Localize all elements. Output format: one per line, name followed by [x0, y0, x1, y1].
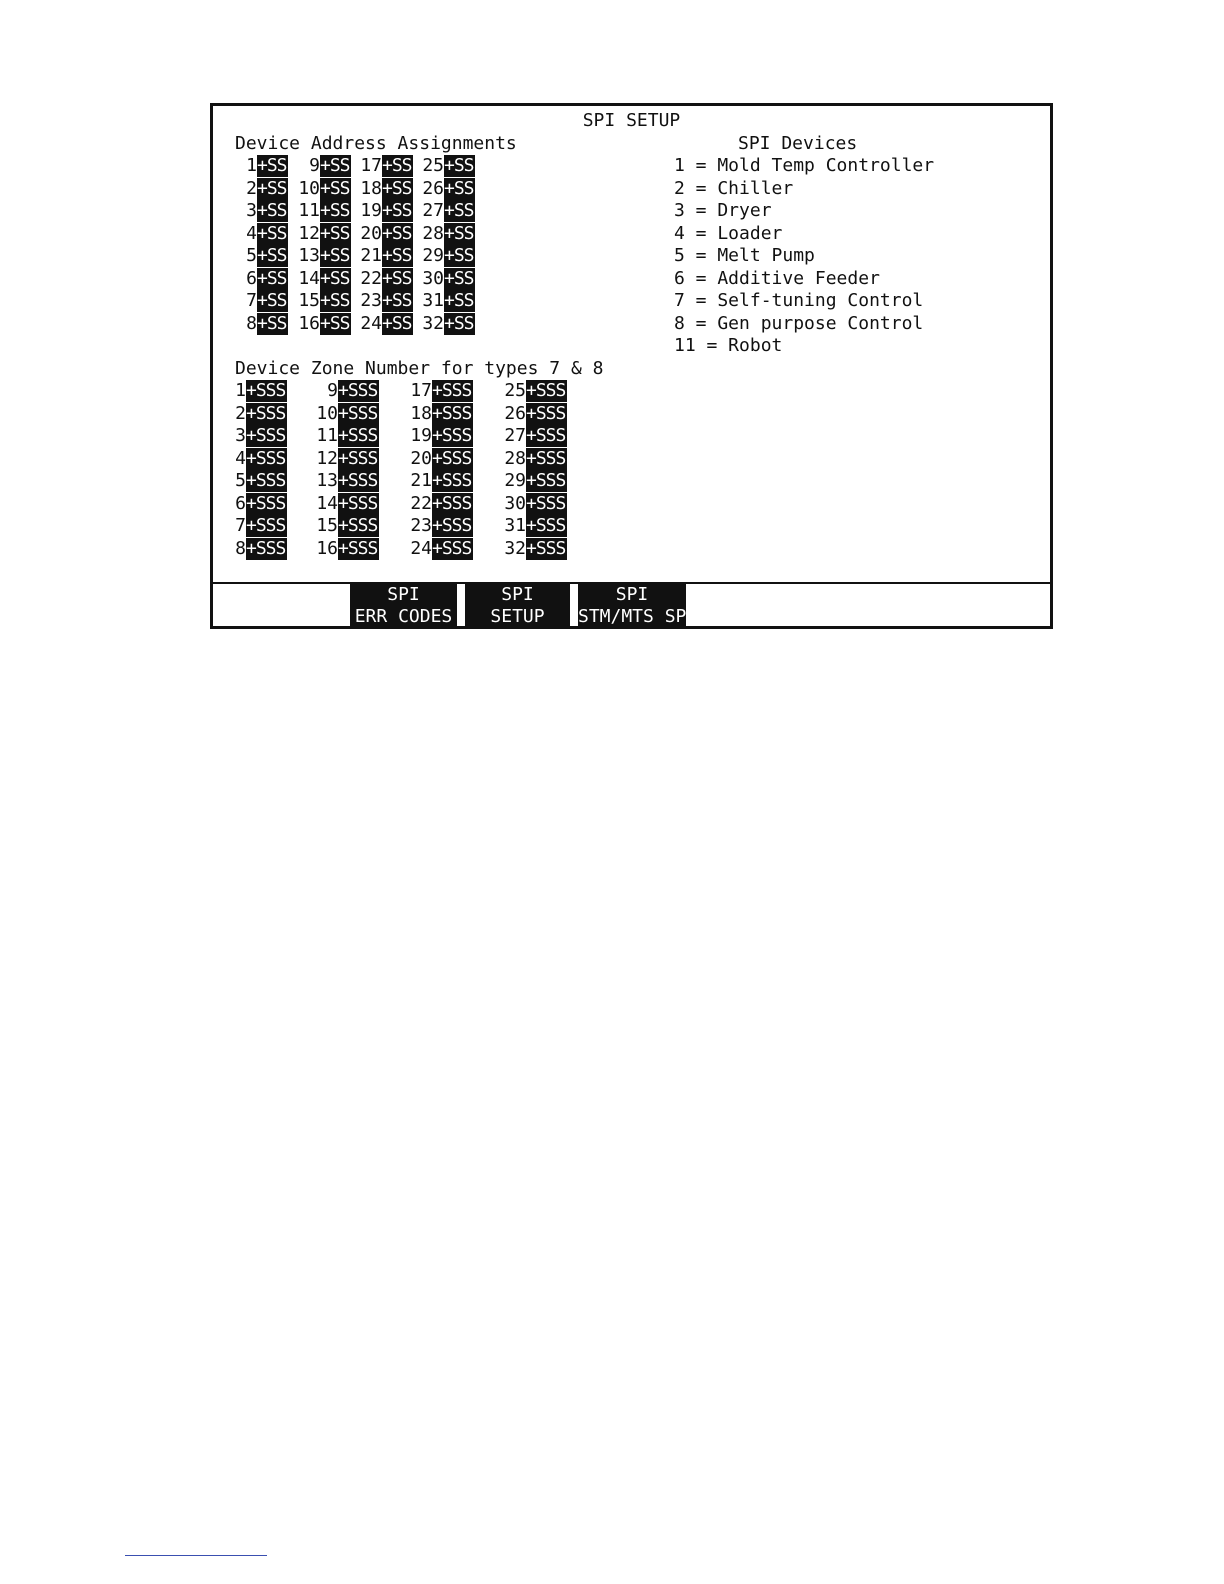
grid-entry [385, 425, 473, 447]
grid-entry [359, 155, 413, 177]
device-value-field[interactable]: +SS [444, 177, 474, 199]
grid-entry [359, 313, 413, 335]
device-number: 23 [410, 515, 432, 536]
device-value-field[interactable]: +SS [320, 312, 350, 334]
device-value-field[interactable]: +SS [444, 245, 474, 266]
device-value-field[interactable]: +SSS [432, 470, 472, 491]
device-value-field[interactable]: +SSS [338, 470, 378, 491]
grid-entry [479, 538, 567, 560]
device-value-field[interactable]: +SSS [246, 402, 286, 424]
grid-entry [421, 155, 475, 177]
grid-entry [235, 290, 288, 312]
grid-entry [235, 425, 287, 447]
fk-label-line1: SPI [501, 584, 534, 605]
device-value-field[interactable]: +SSS [338, 402, 378, 424]
device-number: 26 [504, 402, 526, 424]
device-number: 20 [360, 222, 382, 244]
device-number: 11 [298, 200, 320, 221]
grid-entry [479, 425, 567, 447]
fk-spi-err-codes[interactable] [350, 584, 457, 626]
device-type-item: 11 = Robot [674, 335, 783, 356]
device-number: 30 [422, 267, 444, 289]
device-value-field[interactable]: +SS [257, 200, 287, 221]
device-value-field[interactable]: +SSS [246, 447, 286, 469]
device-number: 18 [410, 402, 432, 424]
device-number: 12 [298, 222, 320, 244]
grid-entry [297, 223, 351, 245]
device-number: 2 [235, 402, 246, 424]
device-number: 17 [410, 380, 432, 401]
grid-entry [385, 380, 473, 402]
device-value-field[interactable]: +SS [257, 290, 287, 311]
device-value-field[interactable]: +SSS [338, 447, 378, 469]
device-value-field[interactable]: +SS [257, 312, 287, 334]
grid-entry [297, 313, 351, 335]
grid-entry [359, 268, 413, 290]
device-value-field[interactable]: +SS [382, 245, 412, 266]
device-value-field[interactable]: +SSS [338, 425, 378, 446]
device-number: 32 [422, 312, 444, 334]
device-value-field[interactable]: +SSS [432, 515, 472, 536]
device-value-field[interactable]: +SSS [338, 537, 378, 559]
grid-entry [479, 515, 567, 537]
grid-entry [291, 425, 379, 447]
device-number: 18 [360, 177, 382, 199]
device-number: 11 [316, 425, 338, 446]
device-type-item: 6 = Additive Feeder [674, 267, 880, 289]
device-number: 28 [504, 447, 526, 469]
device-number: 19 [410, 425, 432, 446]
grid-entry [385, 538, 473, 560]
grid-entry [291, 515, 379, 537]
fk-spi-stm-mts-sp[interactable] [578, 584, 686, 626]
device-number: 5 [235, 470, 246, 491]
device-number: 4 [235, 447, 246, 469]
grid-entry [235, 178, 288, 200]
grid-entry [479, 470, 567, 492]
grid-entry [297, 268, 351, 290]
device-value-field[interactable]: +SS [382, 177, 412, 199]
grid-entry [479, 493, 567, 515]
device-value-field[interactable]: +SSS [432, 447, 472, 469]
device-number: 29 [504, 470, 526, 491]
grid-entry [235, 403, 287, 425]
device-type-item: 1 = Mold Temp Controller [674, 155, 935, 176]
grid-entry [421, 223, 475, 245]
address-heading: Device Address Assignments [235, 133, 517, 154]
device-number: 7 [246, 290, 257, 311]
grid-entry [359, 200, 413, 222]
device-value-field[interactable]: +SSS [338, 492, 378, 514]
grid-entry [359, 223, 413, 245]
grid-entry [235, 380, 287, 402]
device-number: 25 [422, 155, 444, 176]
device-value-field[interactable]: +SS [257, 267, 287, 289]
device-number: 27 [422, 200, 444, 221]
device-value-field[interactable]: +SS [257, 155, 287, 176]
device-value-field[interactable]: +SSS [526, 470, 566, 491]
device-number: 8 [235, 537, 246, 559]
device-type-item: 5 = Melt Pump [674, 245, 815, 266]
grid-entry [421, 178, 475, 200]
device-value-field[interactable]: +SS [444, 290, 474, 311]
device-number: 24 [410, 537, 432, 559]
device-value-field[interactable]: +SSS [432, 425, 472, 446]
device-value-field[interactable]: +SSS [246, 537, 286, 559]
device-value-field[interactable]: +SS [444, 222, 474, 244]
device-value-field[interactable]: +SSS [526, 537, 566, 559]
device-number: 1 [235, 380, 246, 401]
grid-entry [359, 245, 413, 267]
grid-entry [479, 380, 567, 402]
device-value-field[interactable]: +SSS [246, 492, 286, 514]
device-number: 5 [246, 245, 257, 266]
device-value-field[interactable]: +SS [320, 245, 350, 266]
device-number: 9 [309, 155, 320, 176]
device-number: 20 [410, 447, 432, 469]
grid-entry [297, 290, 351, 312]
device-value-field[interactable]: +SSS [526, 425, 566, 446]
device-number: 17 [360, 155, 382, 176]
grid-entry [235, 155, 288, 177]
device-type-item: 7 = Self-tuning Control [674, 290, 924, 311]
grid-entry [297, 155, 351, 177]
grid-entry [421, 290, 475, 312]
grid-entry [479, 448, 567, 470]
grid-entry [235, 538, 287, 560]
grid-entry [235, 268, 288, 290]
grid-entry [421, 245, 475, 267]
grid-entry [291, 403, 379, 425]
grid-entry [235, 313, 288, 335]
grid-entry [297, 178, 351, 200]
fk-label-line2: STM/MTS SP [578, 606, 686, 626]
device-value-field[interactable]: +SS [382, 155, 412, 176]
device-number: 22 [360, 267, 382, 289]
grid-entry [235, 470, 287, 492]
device-value-field[interactable]: +SS [257, 177, 287, 199]
device-number: 13 [316, 470, 338, 491]
grid-entry [291, 470, 379, 492]
grid-entry [385, 493, 473, 515]
device-value-field[interactable]: +SS [257, 245, 287, 266]
device-number: 22 [410, 492, 432, 514]
device-number: 16 [298, 312, 320, 334]
devices-heading: SPI Devices [738, 133, 858, 154]
fk-label-line2: SETUP [490, 606, 545, 626]
device-type-item: 3 = Dryer [674, 200, 772, 221]
grid-entry [385, 403, 473, 425]
grid-entry [291, 448, 379, 470]
grid-entry [421, 313, 475, 335]
device-number: 21 [410, 470, 432, 491]
device-number: 31 [504, 515, 526, 536]
device-value-field[interactable]: +SS [320, 222, 350, 244]
device-value-field[interactable]: +SS [382, 222, 412, 244]
grid-entry [235, 515, 287, 537]
grid-entry [359, 178, 413, 200]
device-number: 24 [360, 312, 382, 334]
device-value-field[interactable]: +SSS [432, 492, 472, 514]
device-number: 27 [504, 425, 526, 446]
device-number: 23 [360, 290, 382, 311]
device-value-field[interactable]: +SS [320, 200, 350, 221]
device-value-field[interactable]: +SS [444, 200, 474, 221]
spi-setup-screen [210, 103, 1053, 629]
grid-entry [421, 268, 475, 290]
device-value-field[interactable]: +SS [382, 267, 412, 289]
device-number: 3 [246, 200, 257, 221]
device-number: 10 [298, 177, 320, 199]
grid-entry [291, 538, 379, 560]
device-number: 3 [235, 425, 246, 446]
grid-entry [291, 380, 379, 402]
device-value-field[interactable]: +SSS [246, 425, 286, 446]
device-number: 14 [316, 492, 338, 514]
device-value-field[interactable]: +SSS [432, 380, 472, 401]
grid-entry [297, 245, 351, 267]
screen-title: SPI SETUP [582, 110, 681, 131]
device-value-field[interactable]: +SSS [526, 402, 566, 424]
fk-spi-setup[interactable] [465, 584, 570, 626]
grid-entry [385, 470, 473, 492]
grid-entry [479, 403, 567, 425]
device-number: 26 [422, 177, 444, 199]
device-value-field[interactable]: +SSS [246, 380, 286, 401]
device-value-field[interactable]: +SSS [432, 402, 472, 424]
device-number: 7 [235, 515, 246, 536]
fk-label-line2: ERR CODES [354, 606, 453, 626]
device-value-field[interactable]: +SS [257, 222, 287, 244]
device-number: 21 [360, 245, 382, 266]
device-number: 14 [298, 267, 320, 289]
grid-entry [385, 515, 473, 537]
grid-entry [385, 448, 473, 470]
grid-entry [235, 223, 288, 245]
device-value-field[interactable]: +SS [382, 290, 412, 311]
device-number: 6 [246, 267, 257, 289]
device-number: 31 [422, 290, 444, 311]
device-number: 2 [246, 177, 257, 199]
device-value-field[interactable]: +SS [444, 155, 474, 176]
device-number: 6 [235, 492, 246, 514]
device-number: 15 [316, 515, 338, 536]
device-value-field[interactable]: +SS [320, 267, 350, 289]
device-number: 8 [246, 312, 257, 334]
device-value-field[interactable]: +SSS [246, 515, 286, 536]
grid-entry [235, 448, 287, 470]
device-number: 4 [246, 222, 257, 244]
grid-entry [297, 200, 351, 222]
device-type-item: 2 = Chiller [674, 177, 794, 199]
device-value-field[interactable]: +SS [320, 155, 350, 176]
device-value-field[interactable]: +SS [382, 200, 412, 221]
grid-entry [235, 200, 288, 222]
device-value-field[interactable]: +SSS [432, 537, 472, 559]
device-number: 30 [504, 492, 526, 514]
device-number: 12 [316, 447, 338, 469]
device-value-field[interactable]: +SSS [338, 515, 378, 536]
device-value-field[interactable]: +SSS [246, 470, 286, 491]
device-number: 19 [360, 200, 382, 221]
device-type-item: 8 = Gen purpose Control [674, 312, 924, 334]
device-number: 29 [422, 245, 444, 266]
device-value-field[interactable]: +SSS [526, 380, 566, 401]
device-value-field[interactable]: +SS [320, 177, 350, 199]
device-number: 1 [246, 155, 257, 176]
device-number: 9 [327, 380, 338, 401]
device-value-field[interactable]: +SS [320, 290, 350, 311]
grid-entry [291, 493, 379, 515]
device-type-item: 4 = Loader [674, 222, 783, 244]
device-number: 16 [316, 537, 338, 559]
device-value-field[interactable]: +SSS [526, 515, 566, 536]
device-value-field[interactable]: +SSS [338, 380, 378, 401]
fk-label-line1: SPI [615, 584, 649, 605]
grid-entry [359, 290, 413, 312]
fk-label-line1: SPI [387, 584, 420, 605]
grid-entry [235, 493, 287, 515]
device-number: 13 [298, 245, 320, 266]
device-value-field[interactable]: +SSS [526, 447, 566, 469]
device-value-field[interactable]: +SS [444, 312, 474, 334]
device-number: 28 [422, 222, 444, 244]
device-number: 15 [298, 290, 320, 311]
footer-rule [125, 1555, 267, 1556]
grid-entry [421, 200, 475, 222]
device-number: 32 [504, 537, 526, 559]
device-value-field[interactable]: +SSS [526, 492, 566, 514]
device-value-field[interactable]: +SS [444, 267, 474, 289]
device-value-field[interactable]: +SS [382, 312, 412, 334]
zone-heading: Device Zone Number for types 7 & 8 [235, 358, 604, 379]
device-number: 25 [504, 380, 526, 401]
grid-entry [235, 245, 288, 267]
device-number: 10 [316, 402, 338, 424]
